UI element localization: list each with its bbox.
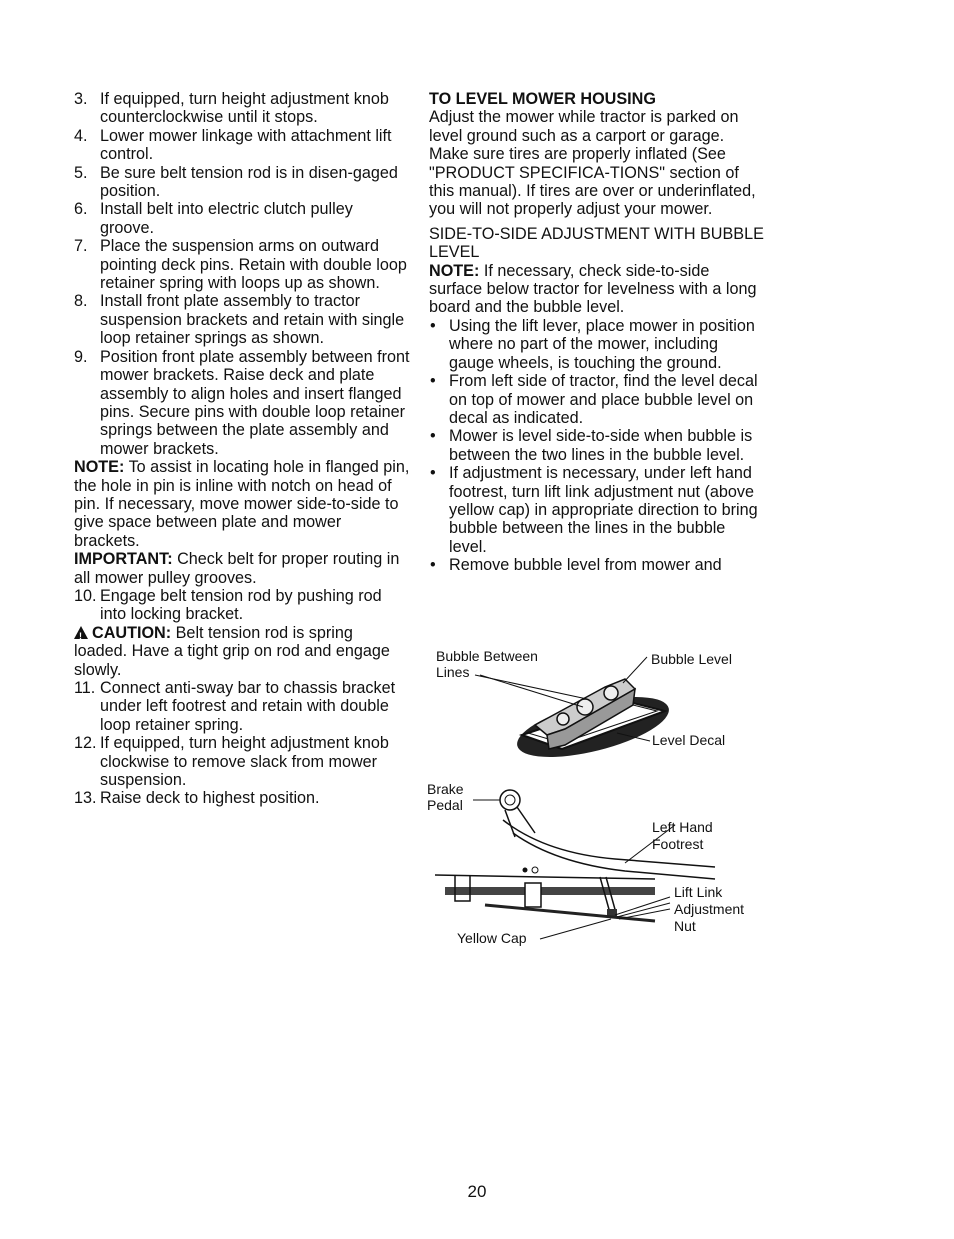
leader-line <box>480 675 583 707</box>
footrest-figure <box>425 775 770 955</box>
brake-arm <box>505 807 535 837</box>
bubble-vial <box>577 699 593 715</box>
step-number: 11. <box>74 679 96 697</box>
note-paragraph <box>429 262 765 317</box>
step-number: 4. <box>74 126 88 145</box>
important-label: IMPORTANT: <box>74 550 173 569</box>
leader-line <box>617 903 670 917</box>
bolt <box>532 867 538 873</box>
step-number: 12. <box>74 734 97 753</box>
step-text: Install belt into electric clutch pulley groove. <box>100 200 353 237</box>
note-text: To assist in locating hole in flanged pin, the hole in pin is inline with notch on head of pin. If necessary, move mower side-to-side to give space between plate and mower brackets. <box>74 458 410 550</box>
bolt <box>523 868 528 873</box>
lower-rail <box>485 905 655 921</box>
important-paragraph <box>74 550 410 587</box>
footrest-illustration <box>425 775 770 955</box>
step-item <box>74 348 410 458</box>
step-item <box>74 789 410 807</box>
label-lift-link: Lift Link <box>674 884 723 900</box>
leader-line <box>615 897 670 915</box>
step-text: Connect anti-sway bar to chassis bracket under left footrest and retain with double loop retainer spring. <box>100 679 396 734</box>
caution-paragraph <box>74 624 410 679</box>
step-text: Be sure belt tension rod is in disen-gaged position. <box>100 163 398 201</box>
bullet-text: If adjustment is necessary, under left hand footrest, turn lift link adjustment nut (above yellow cap) in appropriate direction to bring bubble between the lines in the bubble level. <box>449 464 758 556</box>
label-bubble-level: Bubble Level <box>651 651 732 667</box>
note-label: NOTE: <box>429 261 480 280</box>
step-text: Lower mower linkage with attachment lift control. <box>100 126 392 164</box>
bullet-text: Mower is level side-to-side when bubble is between the two lines in the bubble level. <box>449 427 753 464</box>
warning-icon <box>74 626 88 639</box>
bullet-item <box>429 427 765 464</box>
step-text: Position front plate assembly between front mower brackets. Raise deck and plate assembly to align holes and insert flanged pins. Secure pins with double loop retainer springs between the plate assembly and mower brackets. <box>100 347 410 458</box>
bullet-list <box>429 317 765 575</box>
label-brake: Brake <box>427 781 464 797</box>
subheading: SIDE-TO-SIDE ADJUSTMENT WITH BUBBLE LEVEL <box>429 224 764 262</box>
step-item <box>74 679 410 734</box>
step-item <box>74 164 410 201</box>
important-text: Check belt for proper routing in all mower pulley grooves. <box>74 550 400 587</box>
label-adjustment: Adjustment <box>674 901 745 917</box>
caution-text: Belt tension rod is spring loaded. Have a tight grip on rod and engage slowly. <box>74 623 390 679</box>
step-number: 13. <box>74 789 97 808</box>
step-number: 10. <box>74 586 97 605</box>
step-number: 9. <box>74 347 88 366</box>
step-text: Place the suspension arms on outward pointing deck pins. Retain with double loop retainer spring with loops up as shown. <box>100 237 407 293</box>
leader-line <box>540 919 611 939</box>
bullet-item <box>429 372 765 427</box>
step-text: Engage belt tension rod by pushing rod into locking bracket. <box>100 586 382 624</box>
frame-rail <box>445 887 655 895</box>
note-label: NOTE: <box>74 458 125 477</box>
right-column <box>429 90 765 575</box>
step-number: 5. <box>74 163 88 182</box>
bullet-icon: • <box>430 316 436 335</box>
bullet-icon: • <box>430 464 436 483</box>
label-nut: Nut <box>674 918 696 934</box>
intro-paragraph: Adjust the mower while tractor is parked on level ground such as a carport or garage. Make sure tires are properly inflated (See "PRODUCT SPECIFICA-TIONS" section of this manual). If tires are over or underinflated, you will not properly adjust your mower. <box>429 108 756 219</box>
label-footrest: Footrest <box>652 836 704 852</box>
bullet-icon: • <box>430 556 436 575</box>
bullet-icon: • <box>430 427 436 446</box>
note-paragraph <box>74 458 410 550</box>
bubble-vial <box>604 686 618 700</box>
bullet-icon: • <box>430 372 436 391</box>
step-item <box>74 237 410 292</box>
steps-list-b <box>74 679 410 808</box>
bullet-item <box>429 556 765 574</box>
bullet-text: Remove bubble level from mower and <box>449 556 722 575</box>
bullet-item <box>429 317 765 372</box>
bubble-vial <box>557 713 569 725</box>
left-column <box>74 90 410 808</box>
step-number: 6. <box>74 200 88 219</box>
step-item <box>74 292 410 347</box>
bubble-level-figure <box>425 645 770 765</box>
bullet-item <box>429 464 765 556</box>
label-level-decal: Level Decal <box>652 732 726 748</box>
leader-line <box>623 657 647 683</box>
step-10 <box>74 587 410 624</box>
step-item <box>74 734 410 789</box>
caution-label: CAUTION: <box>92 623 172 642</box>
step-text: If equipped, turn height adjustment knob counterclockwise until it stops. <box>100 90 389 127</box>
lift-link-block <box>525 883 541 907</box>
bullet-text: From left side of tractor, find the level decal on top of mower and place bubble level on decal as indicated. <box>449 372 758 427</box>
label-bubble-between: Bubble Between <box>436 648 538 664</box>
step-number: 8. <box>74 292 88 311</box>
step-item <box>74 90 410 127</box>
section-heading: TO LEVEL MOWER HOUSING <box>429 90 656 108</box>
step-text: Install front plate assembly to tractor suspension brackets and retain with single loop retainer springs as shown. <box>100 292 405 348</box>
step-number: 7. <box>74 237 88 256</box>
step-number: 3. <box>74 90 88 108</box>
steps-list-a <box>74 90 410 458</box>
step-item <box>74 200 410 237</box>
step-text: Raise deck to highest position. <box>100 789 320 808</box>
step-text: If equipped, turn height adjustment knob clockwise to remove slack from mower suspension. <box>100 734 389 790</box>
frame-line <box>435 875 655 879</box>
label-yellow-cap: Yellow Cap <box>457 930 527 946</box>
page-number: 20 <box>467 1182 487 1201</box>
label-pedal: Pedal <box>427 797 463 813</box>
label-left-hand: Left Hand <box>652 819 713 835</box>
label-lines: Lines <box>436 664 470 680</box>
note-text: If necessary, check side-to-side surface below tractor for levelness with a long board and the bubble level. <box>429 261 757 317</box>
step-item <box>74 127 410 164</box>
bullet-text: Using the lift lever, place mower in position where no part of the mower, including gauge wheels, is touching the ground. <box>449 316 755 372</box>
